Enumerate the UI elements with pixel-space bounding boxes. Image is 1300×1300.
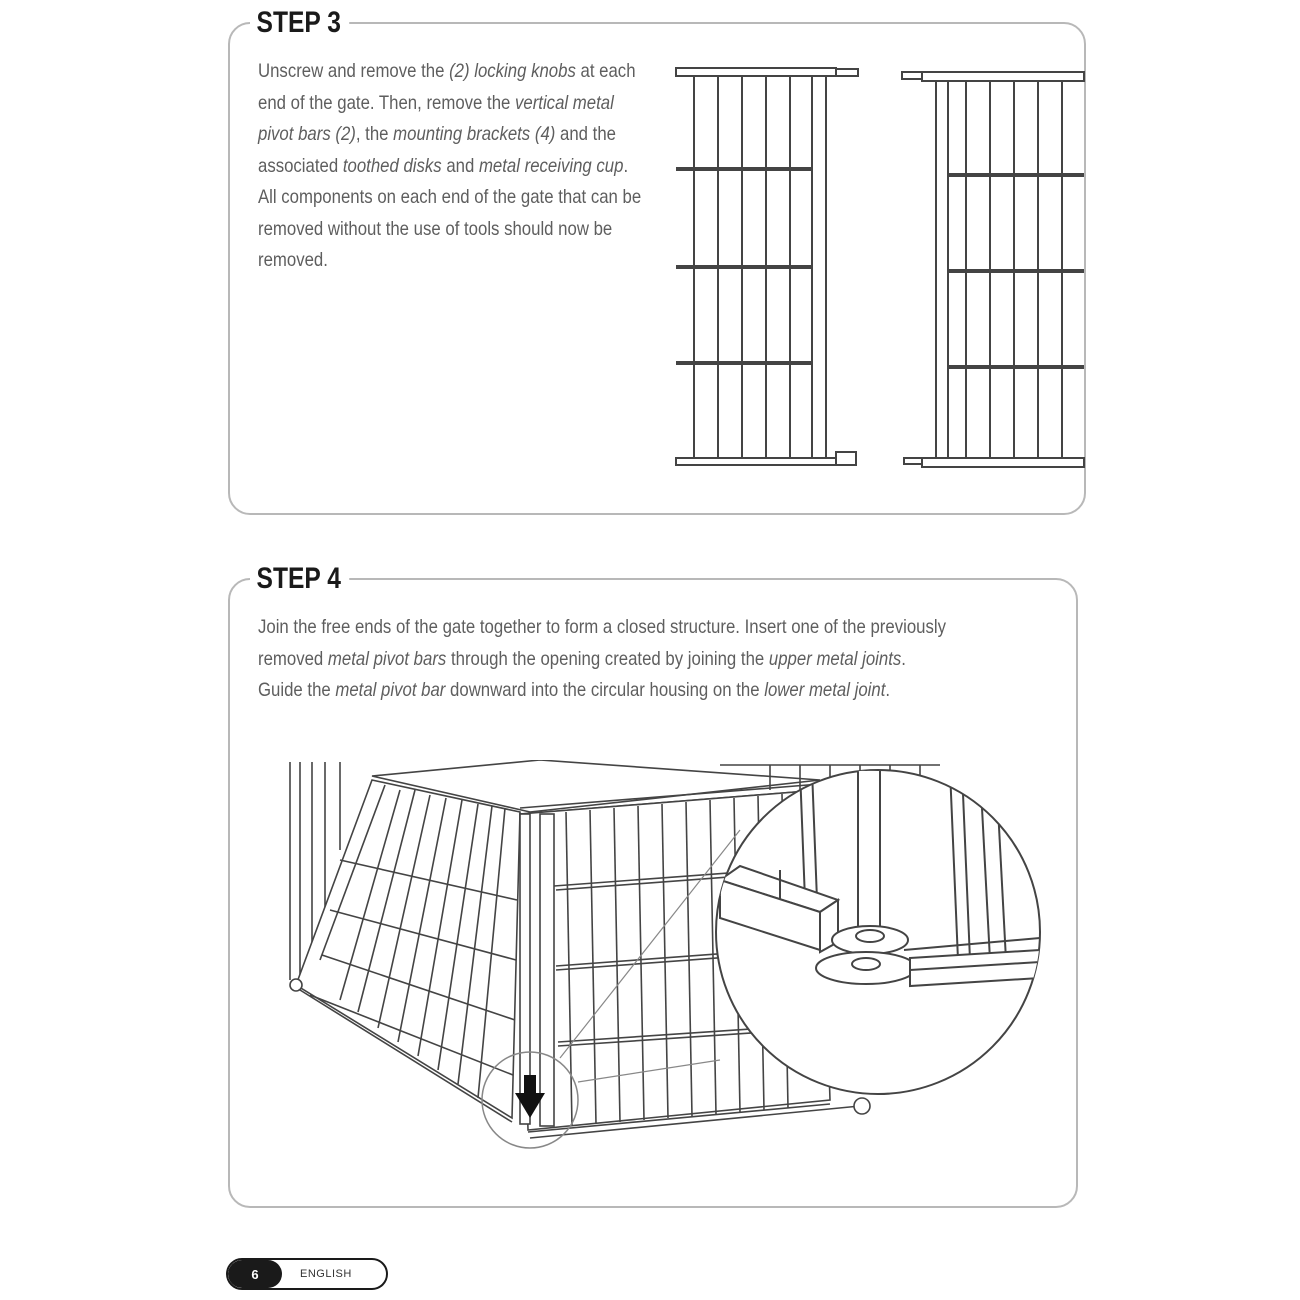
instruction-text: . bbox=[885, 679, 891, 701]
instruction-text: . bbox=[901, 647, 906, 670]
emphasized-term: mounting brackets (4) bbox=[393, 123, 556, 145]
instruction-text: removed bbox=[258, 647, 328, 670]
emphasized-term: metal pivot bars bbox=[327, 647, 447, 670]
instruction-text: . All components on each end of the gate that can be removed without the use of tools should now be removed. bbox=[258, 154, 642, 271]
instruction-line bbox=[258, 675, 1032, 707]
instruction-text: through the opening created by joining the bbox=[446, 647, 769, 670]
instruction-line bbox=[258, 644, 1032, 676]
step-4-title: STEP 4 bbox=[250, 562, 349, 596]
emphasized-term: metal pivot bar bbox=[335, 679, 446, 701]
step-4-instructions bbox=[258, 612, 1032, 707]
instruction-text: Guide the bbox=[258, 679, 336, 701]
step-3-instructions bbox=[258, 56, 645, 277]
language-label: ENGLISH bbox=[300, 1268, 352, 1280]
instruction-text: Unscrew and remove the bbox=[258, 60, 450, 82]
instruction-text: and the associated bbox=[258, 123, 616, 177]
instruction-text: and bbox=[441, 154, 479, 177]
page-number-badge: 6 bbox=[228, 1260, 282, 1288]
instruction-text: downward into the circular housing on the bbox=[445, 679, 765, 701]
emphasized-term: lower metal joint bbox=[764, 679, 886, 701]
emphasized-term: toothed disks bbox=[342, 154, 442, 177]
emphasized-term: upper metal joints bbox=[768, 647, 902, 670]
instruction-text: at each end of the gate. Then, remove the bbox=[258, 60, 636, 114]
emphasized-term: metal receiving cup bbox=[478, 154, 624, 177]
emphasized-term: vertical metal pivot bars (2) bbox=[258, 91, 614, 145]
instruction-text: , the bbox=[355, 123, 394, 145]
page-footer bbox=[226, 1258, 388, 1290]
step-3-title: STEP 3 bbox=[250, 6, 349, 40]
emphasized-term: (2) locking knobs bbox=[449, 60, 576, 82]
instruction-line bbox=[258, 612, 1032, 644]
instruction-text: Join the free ends of the gate together to form a closed structure. Insert one of the previously bbox=[258, 616, 946, 638]
